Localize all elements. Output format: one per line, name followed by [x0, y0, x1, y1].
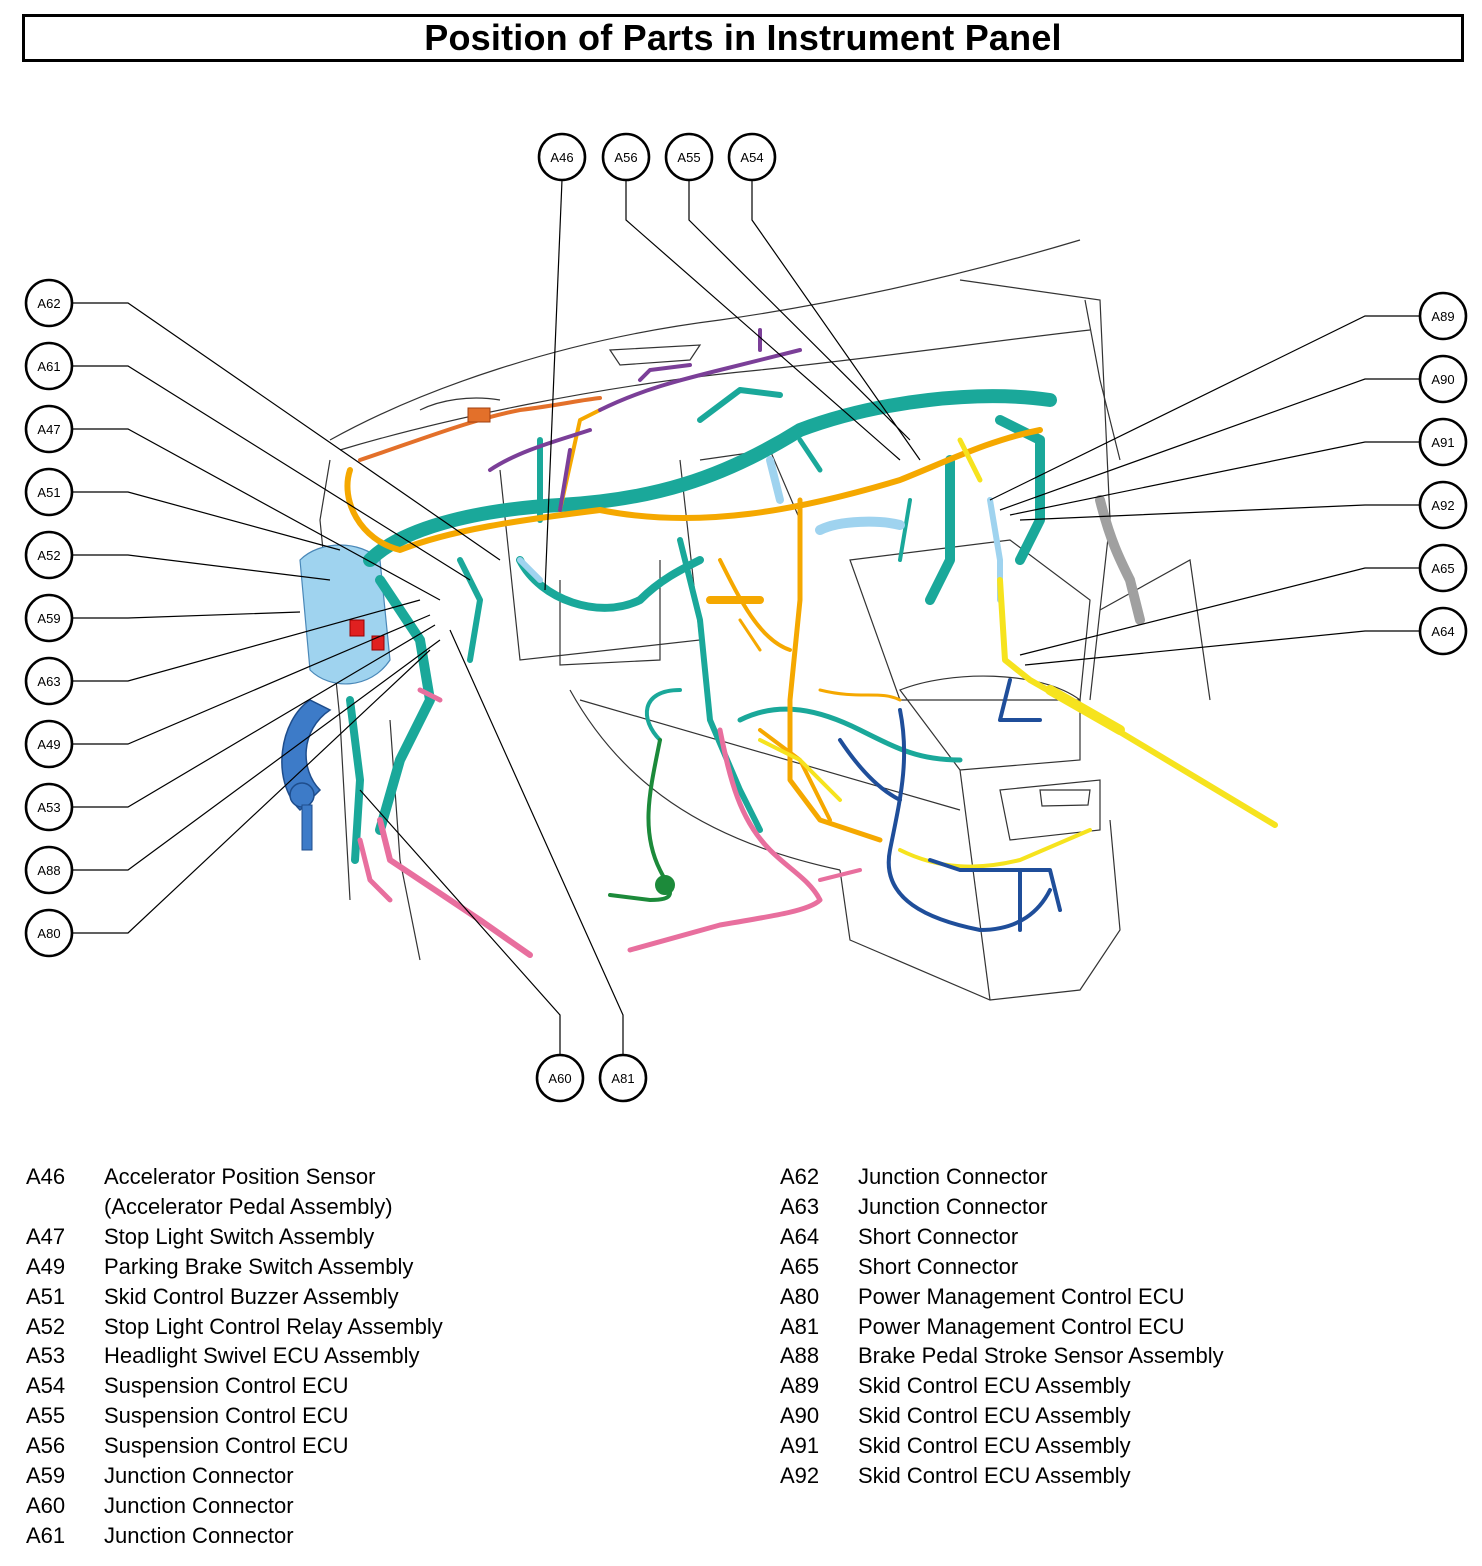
legend-row [26, 1491, 443, 1521]
legend-code: A52 [26, 1313, 66, 1339]
legend-code: A80 [780, 1283, 820, 1309]
callout-label: A92 [1431, 498, 1455, 513]
legend-description: Brake Pedal Stroke Sensor Assembly [858, 1343, 1224, 1369]
callout-a65 [1420, 545, 1466, 591]
legend-row [26, 1222, 443, 1252]
legend-row [26, 1312, 443, 1342]
legend-description: Suspension Control ECU [104, 1403, 349, 1429]
callout-label: A80 [37, 926, 61, 941]
legend-description: Short Connector [858, 1253, 1019, 1279]
legend-description: Skid Control ECU Assembly [858, 1433, 1131, 1459]
legend-row [780, 1341, 1224, 1371]
legend-description: Junction Connector [104, 1492, 294, 1518]
callout-label: A65 [1431, 561, 1455, 576]
callout-a53 [26, 784, 72, 830]
legend-row [26, 1401, 443, 1431]
callout-a46 [539, 134, 585, 180]
callout-label: A62 [37, 296, 61, 311]
legend-code: A89 [780, 1373, 820, 1399]
legend-code: A53 [26, 1343, 66, 1369]
legend-row [26, 1162, 443, 1192]
legend-description: Skid Control Buzzer Assembly [104, 1283, 399, 1309]
leader-lines [72, 180, 1420, 1055]
legend-row [780, 1431, 1224, 1461]
callout-label: A53 [37, 800, 61, 815]
legend-code: A56 [26, 1433, 66, 1459]
legend-code: A92 [780, 1463, 820, 1489]
legend-row [780, 1461, 1224, 1491]
callout-a61 [26, 343, 72, 389]
callout-label: A61 [37, 359, 61, 374]
legend-row [26, 1192, 443, 1222]
callout-label: A51 [37, 485, 61, 500]
callout-label: A60 [548, 1071, 572, 1086]
callout-label: A55 [677, 150, 701, 165]
legend-code: A65 [780, 1253, 820, 1279]
callout-label: A89 [1431, 309, 1455, 324]
callout-label: A64 [1431, 624, 1455, 639]
callout-a51 [26, 469, 72, 515]
legend-code: A63 [780, 1193, 820, 1219]
light-blue-parts [520, 460, 1000, 600]
callout-a89 [1420, 293, 1466, 339]
callout-label: A56 [614, 150, 638, 165]
legend-description: Junction Connector [104, 1463, 294, 1489]
callout-label: A63 [37, 674, 61, 689]
callout-a90 [1420, 356, 1466, 402]
legend-description: Suspension Control ECU [104, 1373, 349, 1399]
legend-code: A64 [780, 1223, 820, 1249]
callout-a64 [1420, 608, 1466, 654]
callout-a55 [666, 134, 712, 180]
dark-blue-harness [840, 680, 1060, 930]
callout-a91 [1420, 419, 1466, 465]
legend-row [780, 1192, 1224, 1222]
legend-row [780, 1222, 1224, 1252]
legend-row [26, 1461, 443, 1491]
legend-code: A47 [26, 1223, 66, 1249]
legend-row [26, 1371, 443, 1401]
callout-label: A54 [740, 150, 764, 165]
legend-description: Power Management Control ECU [858, 1313, 1185, 1339]
legend-description: Short Connector [858, 1223, 1019, 1249]
legend-code: A61 [26, 1522, 66, 1548]
legend-code: A88 [780, 1343, 820, 1369]
callout-label: A81 [611, 1071, 635, 1086]
callout-a54 [729, 134, 775, 180]
callout-a56 [603, 134, 649, 180]
callout-a59 [26, 595, 72, 641]
callout-label: A90 [1431, 372, 1455, 387]
legend-description: (Accelerator Pedal Assembly) [104, 1193, 393, 1219]
callout-label: A49 [37, 737, 61, 752]
legend-row [780, 1282, 1224, 1312]
legend-row [780, 1371, 1224, 1401]
callout-a62 [26, 280, 72, 326]
legend-code: A81 [780, 1313, 820, 1339]
callout-label: A59 [37, 611, 61, 626]
legend-description: Junction Connector [104, 1522, 294, 1548]
legend-description: Stop Light Control Relay Assembly [104, 1313, 443, 1339]
callout-a47 [26, 406, 72, 452]
legend-row [26, 1521, 443, 1551]
legend-code: A54 [26, 1373, 66, 1399]
legend-code: A46 [26, 1164, 66, 1189]
legend-description: Power Management Control ECU [858, 1283, 1185, 1309]
callout-a60 [537, 1055, 583, 1101]
legend-row [26, 1341, 443, 1371]
legend-row [26, 1431, 443, 1461]
legend-code: A60 [26, 1492, 66, 1518]
legend-code: A55 [26, 1403, 66, 1429]
legend-description: Parking Brake Switch Assembly [104, 1253, 414, 1279]
legend-code: A59 [26, 1463, 66, 1489]
legend-description: Skid Control ECU Assembly [858, 1373, 1131, 1399]
callout-label: A52 [37, 548, 61, 563]
legend-description: Accelerator Position Sensor [104, 1164, 376, 1189]
legend-description: Headlight Swivel ECU Assembly [104, 1343, 420, 1369]
callout-label: A46 [550, 150, 574, 165]
callout-a81 [600, 1055, 646, 1101]
green-harness [610, 740, 673, 900]
callout-a80 [26, 910, 72, 956]
legend-row [780, 1162, 1224, 1192]
legend-description: Stop Light Switch Assembly [104, 1223, 375, 1249]
legend-description: Skid Control ECU Assembly [858, 1463, 1131, 1489]
callout-label: A88 [37, 863, 61, 878]
legend-description: Junction Connector [858, 1164, 1048, 1189]
pink-harness [360, 690, 860, 955]
callouts [26, 134, 1466, 1101]
legend-code [26, 1192, 104, 1222]
callout-label: A91 [1431, 435, 1455, 450]
legend-row [26, 1252, 443, 1282]
dashboard-outline [320, 240, 1210, 1000]
legend-description: Suspension Control ECU [104, 1433, 349, 1459]
legend-row [780, 1401, 1224, 1431]
legend-row [26, 1282, 443, 1312]
callout-label: A47 [37, 422, 61, 437]
legend-code: A91 [780, 1433, 820, 1459]
legend-row [780, 1312, 1224, 1342]
legend-code: A49 [26, 1253, 66, 1279]
pedal-assembly [282, 700, 330, 850]
legend-left [26, 1162, 443, 1551]
legend-description: Junction Connector [858, 1193, 1048, 1219]
legend-right [780, 1162, 1224, 1491]
callout-a92 [1420, 482, 1466, 528]
callout-a63 [26, 658, 72, 704]
legend-code: A51 [26, 1283, 66, 1309]
page-title: Position of Parts in Instrument Panel [424, 17, 1062, 58]
callout-a88 [26, 847, 72, 893]
callout-a52 [26, 532, 72, 578]
legend-code: A90 [780, 1403, 820, 1429]
callout-a49 [26, 721, 72, 767]
legend-code: A62 [780, 1164, 820, 1189]
legend-row [780, 1252, 1224, 1282]
legend-description: Skid Control ECU Assembly [858, 1403, 1131, 1429]
